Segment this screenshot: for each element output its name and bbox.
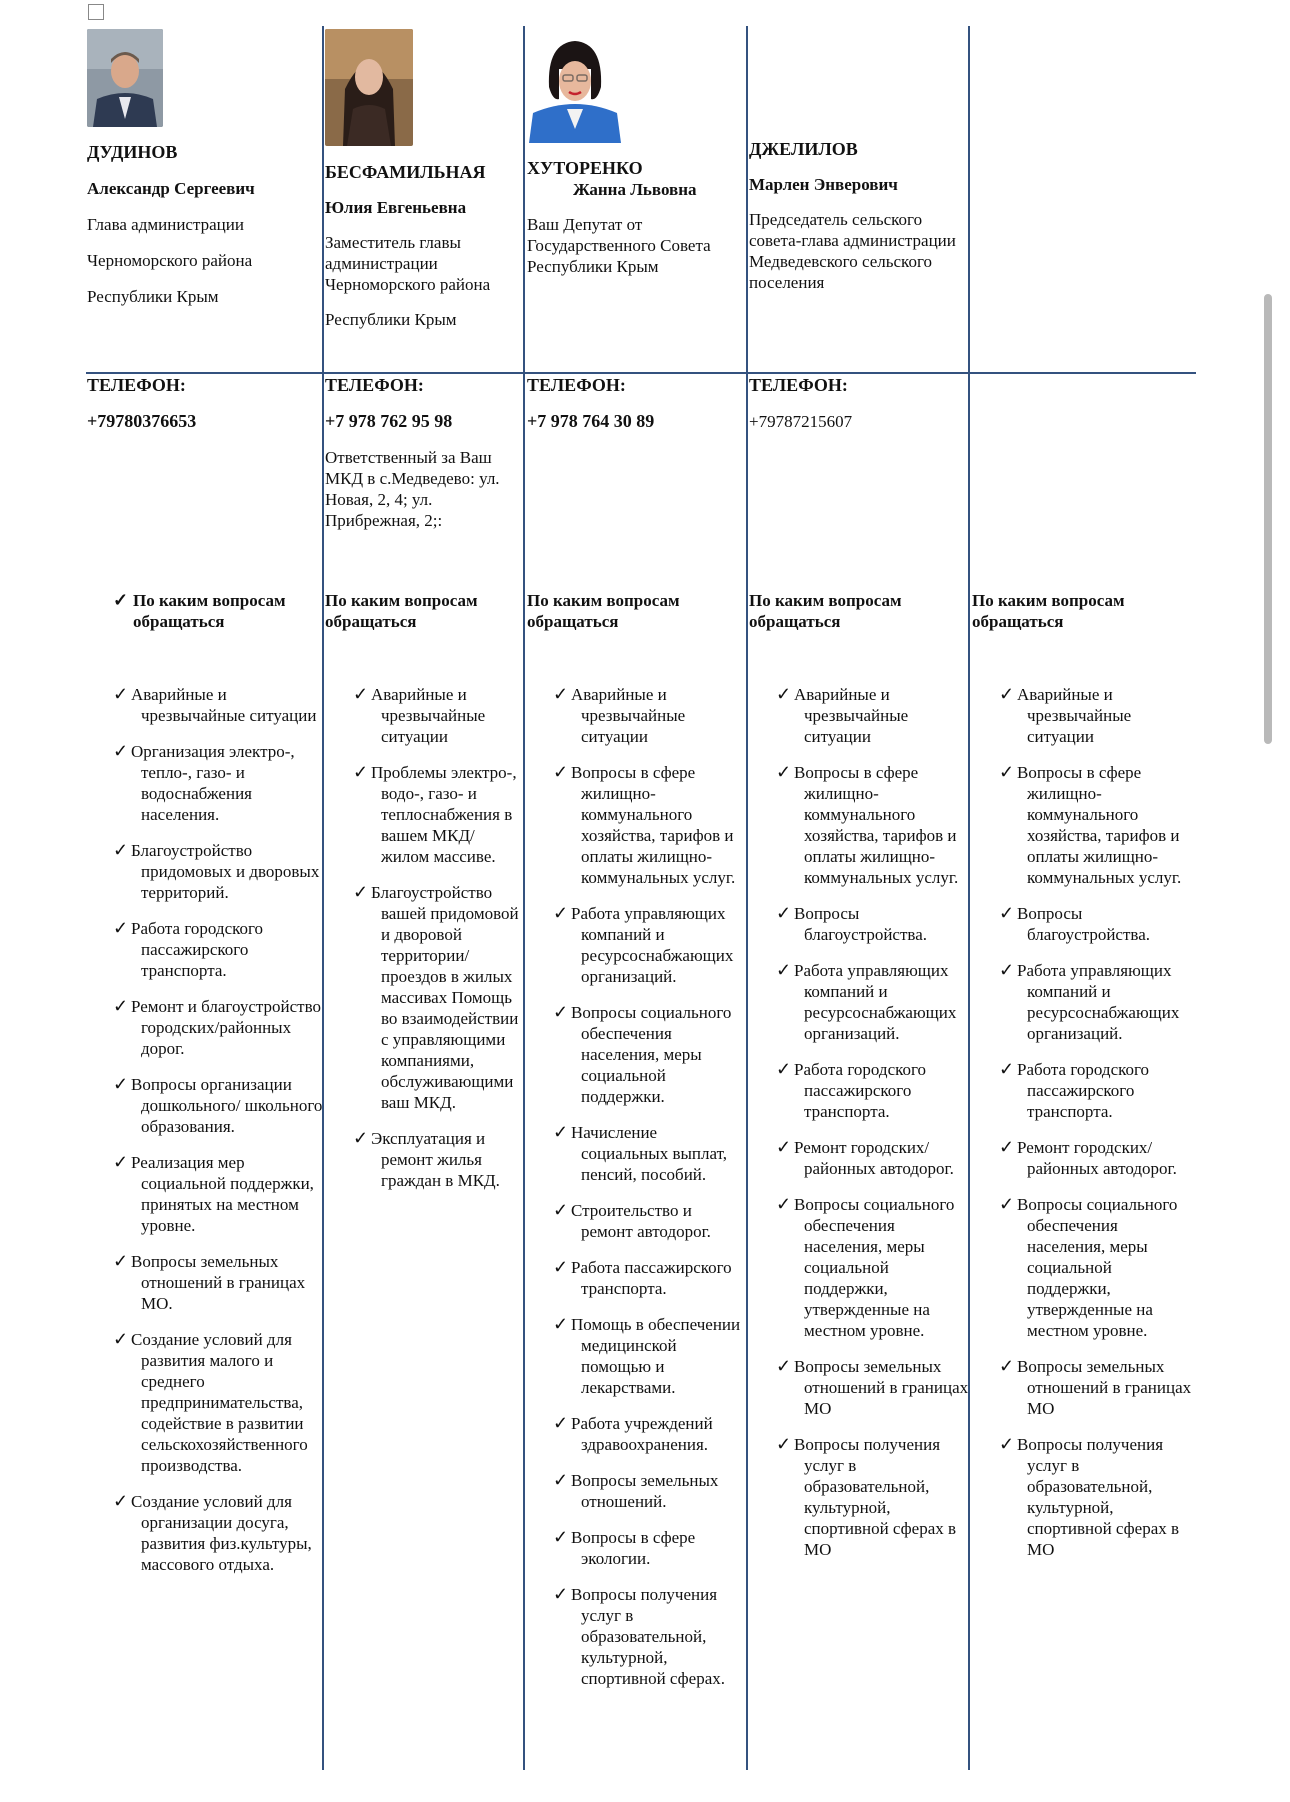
topic-item: [353, 882, 523, 1113]
checkmark-icon: ✓: [553, 1200, 569, 1220]
topic-text: Благоустройство придомовых и дворовых территорий.: [131, 841, 320, 902]
topic-item: [113, 996, 323, 1059]
topic-text: Аварийные и чрезвычайные ситуации: [371, 685, 486, 746]
topic-item: [553, 1314, 747, 1398]
phone-number[interactable]: +7 978 764 30 89: [527, 411, 655, 431]
checkmark-icon: ✓: [113, 1074, 129, 1094]
topic-text: Работа городского пассажирского транспорта.: [131, 919, 264, 980]
phone-label: ТЕЛЕФОН:: [325, 375, 424, 395]
topic-text: Работа управляющих компаний и ресурсоснабжающих организаций.: [794, 961, 957, 1043]
phone-block: [527, 375, 743, 432]
person-surname: ХУТОРЕНКО: [527, 158, 643, 178]
checkmark-icon: ✓: [113, 684, 129, 704]
checkmark-icon: ✓: [113, 918, 129, 938]
checkmark-icon: ✓: [353, 882, 369, 902]
responsible-note: Ответственный за Ваш МКД в с.Медведево: ул. Новая, 2, 4; ул. Прибрежная, 2;:: [325, 448, 500, 530]
topics-heading: По каким вопросам обращаться: [749, 591, 902, 631]
phone-block: [87, 375, 319, 432]
person-surname: БЕСФАМИЛЬНАЯ: [325, 162, 486, 182]
topic-text: Аварийные и чрезвычайные ситуации: [1017, 685, 1132, 746]
topic-item: [553, 684, 747, 747]
checkmark-icon: ✓: [776, 903, 792, 923]
topic-item: [999, 684, 1193, 747]
phone-number[interactable]: +79780376653: [87, 411, 197, 431]
broken-image-icon: [88, 4, 104, 20]
topic-item: [776, 903, 970, 945]
topic-text: Создание условий для развития малого и среднего предпринимательства, содействие в развитии сельскохозяйственного производства.: [131, 1330, 308, 1475]
topic-text: Вопросы благоустройства.: [794, 904, 928, 944]
topic-text: Вопросы земельных отношений в границах МО: [794, 1357, 969, 1418]
checkmark-icon: ✓: [553, 1122, 569, 1142]
checkmark-icon: ✓: [999, 960, 1015, 980]
phone-label: ТЕЛЕФОН:: [527, 375, 626, 395]
person-position-line: Республики Крым: [325, 310, 457, 329]
topic-item: [113, 1491, 323, 1575]
topic-item: [999, 1434, 1193, 1560]
person-position-line: Ваш Депутат от Государственного Совета Республики Крым: [527, 215, 711, 276]
topic-item: [353, 762, 523, 867]
checkmark-icon: ✓: [113, 1251, 129, 1271]
checkmark-icon: ✓: [553, 1002, 569, 1022]
topic-text: Строительство и ремонт автодорог.: [571, 1201, 711, 1241]
topic-item: [776, 960, 970, 1044]
topic-item: [353, 684, 523, 747]
topic-text: Вопросы в сфере экологии.: [571, 1528, 696, 1568]
topic-item: [113, 840, 323, 903]
scrollbar-thumb[interactable]: [1264, 294, 1272, 744]
topic-item: [999, 762, 1193, 888]
topic-item: [553, 762, 747, 888]
topic-item: [776, 1356, 970, 1419]
topic-item: [113, 1152, 323, 1236]
topic-item: [776, 1059, 970, 1122]
checkmark-icon: ✓: [113, 1329, 129, 1349]
portrait-besfamilnaya: [325, 29, 413, 146]
topic-text: Работа городского пассажирского транспорта.: [1017, 1060, 1150, 1121]
phone-label: ТЕЛЕФОН:: [749, 375, 848, 395]
topic-text: Вопросы благоустройства.: [1017, 904, 1151, 944]
person-position-line: Черноморского района: [87, 251, 253, 270]
topic-item: [113, 1074, 323, 1137]
person-position-line: Глава администрации: [87, 215, 244, 234]
phone-block: [749, 375, 965, 432]
topic-item: [553, 1413, 747, 1455]
topic-item: [113, 918, 323, 981]
checkmark-icon: ✓: [776, 762, 792, 782]
topic-item: [553, 1257, 747, 1299]
checkmark-icon: ✓: [113, 741, 129, 761]
checkmark-icon: ✓: [776, 1194, 792, 1214]
topic-text: Аварийные и чрезвычайные ситуации: [571, 685, 686, 746]
topic-item: [553, 1470, 747, 1512]
topic-text: Работа управляющих компаний и ресурсоснабжающих организаций.: [1017, 961, 1180, 1043]
topic-item: [999, 1356, 1193, 1419]
topics-list: [999, 684, 1193, 1575]
portrait-dudinov: [87, 29, 163, 127]
topic-item: [776, 1434, 970, 1560]
checkmark-icon: ✓: [999, 1137, 1015, 1157]
checkmark-icon: ✓: [113, 590, 129, 610]
topic-item: [776, 684, 970, 747]
topic-text: Ремонт городских/ районных автодорог.: [1017, 1138, 1177, 1178]
topic-text: Эксплуатация и ремонт жилья граждан в МКД.: [371, 1129, 500, 1190]
topic-item: [776, 1194, 970, 1341]
checkmark-icon: ✓: [553, 1314, 569, 1334]
topic-text: Работа учреждений здравоохранения.: [571, 1414, 713, 1454]
topic-text: Реализация мер социальной поддержки, принятых на местном уровне.: [131, 1153, 314, 1235]
topic-text: Вопросы земельных отношений в границах МО: [1017, 1357, 1192, 1418]
person-given-name: Юлия Евгеньевна: [325, 198, 467, 217]
topic-text: Аварийные и чрезвычайные ситуации: [794, 685, 909, 746]
phone-number[interactable]: +7 978 762 95 98: [325, 411, 453, 431]
checkmark-icon: ✓: [553, 1470, 569, 1490]
checkmark-icon: ✓: [999, 1434, 1015, 1454]
topics-heading: По каким вопросам обращаться: [972, 591, 1125, 631]
topic-text: Начисление социальных выплат, пенсий, пособий.: [571, 1123, 727, 1184]
topic-text: Создание условий для организации досуга, развития физ.культуры, массового отдыха.: [131, 1492, 312, 1574]
topic-text: Вопросы в сфере жилищно-коммунального хозяйства, тарифов и оплаты жилищно-коммунальных услуг.: [1017, 763, 1182, 887]
checkmark-icon: ✓: [113, 1152, 129, 1172]
phone-block: [325, 375, 521, 531]
topic-text: Вопросы организации дошкольного/ школьного образования.: [131, 1075, 323, 1136]
checkmark-icon: ✓: [553, 903, 569, 923]
column-divider: [523, 26, 525, 1770]
topic-item: [999, 1194, 1193, 1341]
topics-list: [353, 684, 523, 1206]
topic-item: [113, 684, 323, 726]
checkmark-icon: ✓: [113, 840, 129, 860]
topic-text: Работа управляющих компаний и ресурсоснабжающих организаций.: [571, 904, 734, 986]
checkmark-icon: ✓: [776, 960, 792, 980]
topics-heading-text: По каким вопросам обращаться: [133, 591, 286, 631]
person-position-line: Заместитель главы администрации Черноморского района: [325, 233, 491, 294]
topic-item: [553, 1122, 747, 1185]
person-surname: ДУДИНОВ: [87, 142, 178, 162]
checkmark-icon: ✓: [999, 1059, 1015, 1079]
topic-item: [999, 1137, 1193, 1179]
checkmark-icon: ✓: [553, 762, 569, 782]
person-given-name: Жанна Львовна: [573, 180, 697, 199]
topic-text: Вопросы получения услуг в образовательной, культурной, спортивной сферах в МО: [1017, 1435, 1180, 1559]
header-divider: [86, 372, 1196, 374]
topic-item: [353, 1128, 523, 1191]
topic-text: Вопросы земельных отношений.: [571, 1471, 719, 1511]
topics-heading: [113, 590, 333, 632]
phone-label: ТЕЛЕФОН:: [87, 375, 186, 395]
topic-item: [999, 903, 1193, 945]
topic-text: Ремонт городских/ районных автодорог.: [794, 1138, 954, 1178]
topic-item: [553, 1200, 747, 1242]
checkmark-icon: ✓: [553, 1527, 569, 1547]
checkmark-icon: ✓: [776, 1137, 792, 1157]
topic-text: Аварийные и чрезвычайные ситуации: [131, 685, 317, 725]
checkmark-icon: ✓: [776, 684, 792, 704]
checkmark-icon: ✓: [999, 684, 1015, 704]
topic-item: [113, 1251, 323, 1314]
checkmark-icon: ✓: [353, 762, 369, 782]
topic-item: [776, 1137, 970, 1179]
topics-list: [553, 684, 747, 1704]
checkmark-icon: ✓: [353, 1128, 369, 1148]
topic-text: Проблемы электро-, водо-, газо- и теплоснабжения в вашем МКД/ жилом массиве.: [371, 763, 517, 866]
checkmark-icon: ✓: [776, 1059, 792, 1079]
person-card-besfamilnaya: [325, 162, 521, 330]
topic-item: [553, 1584, 747, 1689]
topic-text: Вопросы получения услуг в образовательной, культурной, спортивной сферах в МО: [794, 1435, 957, 1559]
checkmark-icon: ✓: [553, 1584, 569, 1604]
topic-item: [113, 741, 323, 825]
topic-text: Работа пассажирского транспорта.: [571, 1258, 732, 1298]
checkmark-icon: ✓: [999, 762, 1015, 782]
checkmark-icon: ✓: [553, 1413, 569, 1433]
topic-item: [553, 903, 747, 987]
checkmark-icon: ✓: [999, 1356, 1015, 1376]
topic-text: Организация электро-, тепло-, газо- и водоснабжения населения.: [131, 742, 295, 824]
topic-item: [553, 1002, 747, 1107]
topic-text: Помощь в обеспечении медицинской помощью и лекарствами.: [571, 1315, 741, 1397]
topic-text: Вопросы в сфере жилищно-коммунального хозяйства, тарифов и оплаты жилищно-коммунальных услуг.: [794, 763, 959, 887]
topic-item: [776, 762, 970, 888]
portrait-khutorenko: [527, 29, 623, 143]
checkmark-icon: ✓: [353, 684, 369, 704]
topic-text: Вопросы социального обеспечения населения, меры социальной поддержки, утвержденные на местном уровне.: [1017, 1195, 1178, 1340]
topics-heading: По каким вопросам обращаться: [527, 591, 680, 631]
person-position-line: Председатель сельского совета-глава администрации Медведевского сельского поселения: [749, 210, 956, 292]
topics-list: [113, 684, 323, 1590]
checkmark-icon: ✓: [113, 1491, 129, 1511]
checkmark-icon: ✓: [776, 1434, 792, 1454]
checkmark-icon: ✓: [553, 1257, 569, 1277]
topics-heading: По каким вопросам обращаться: [325, 591, 478, 631]
topics-list: [776, 684, 970, 1575]
phone-number[interactable]: +79787215607: [749, 412, 853, 431]
checkmark-icon: ✓: [113, 996, 129, 1016]
checkmark-icon: ✓: [776, 1356, 792, 1376]
person-given-name: Александр Сергеевич: [87, 179, 255, 198]
topic-item: [999, 1059, 1193, 1122]
person-card-dzhelilov: [749, 139, 965, 293]
topic-item: [999, 960, 1193, 1044]
person-surname: ДЖЕЛИЛОВ: [749, 139, 858, 159]
checkmark-icon: ✓: [999, 903, 1015, 923]
topic-item: [113, 1329, 323, 1476]
person-card-khutorenko: [527, 158, 743, 277]
topic-item: [553, 1527, 747, 1569]
topic-text: Работа городского пассажирского транспорта.: [794, 1060, 927, 1121]
person-position-line: Республики Крым: [87, 287, 219, 306]
topic-text: Вопросы социального обеспечения населения, меры социальной поддержки, утвержденные на местном уровне.: [794, 1195, 955, 1340]
topic-text: Вопросы земельных отношений в границах МО.: [131, 1252, 306, 1313]
topic-text: Вопросы социального обеспечения населения, меры социальной поддержки.: [571, 1003, 732, 1106]
topic-text: Вопросы в сфере жилищно-коммунального хозяйства, тарифов и оплаты жилищно-коммунальных услуг.: [571, 763, 736, 887]
person-card-dudinov: [87, 142, 319, 307]
topic-text: Вопросы получения услуг в образовательной, культурной, спортивной сферах.: [571, 1585, 726, 1688]
person-given-name: Марлен Энверович: [749, 175, 898, 194]
checkmark-icon: ✓: [553, 684, 569, 704]
topic-text: Благоустройство вашей придомовой и дворовой территории/ проездов в жилых массивах Помощь во взаимодействии с управляющими компаниями, обслуживающими ваш МКД.: [371, 883, 519, 1112]
topic-text: Ремонт и благоустройство городских/районных дорог.: [131, 997, 321, 1058]
checkmark-icon: ✓: [999, 1194, 1015, 1214]
